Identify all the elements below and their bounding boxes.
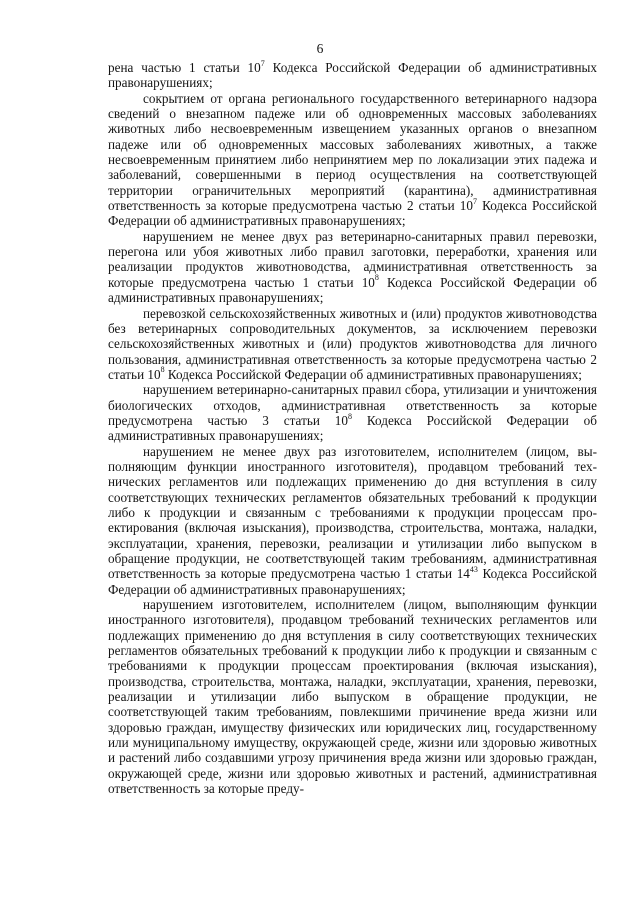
paragraph-text: перевозкой сельскохозяйственных животных и (или) продуктов животноводства без ветеринарных сопроводительных документов, за исключением перевозки сельскохозяйственных животных и (или) продуктов животноводства для личного пользования, административная ответственность за которые предусмотрена частью 2 статьи 10 bbox=[108, 305, 597, 382]
paragraph-text: нарушением не менее двух раз ветеринарно-санитарных правил перевозки, перегона или убоя животных либо правил заготовки, переработки, хранения или реализации продуктов животноводства, административная ответственность за которые предусмотрена частью 1 статьи 10 bbox=[108, 228, 597, 290]
paragraph-text: рена частью 1 статьи 10 bbox=[108, 60, 261, 75]
superscript-index: 8 bbox=[347, 411, 352, 421]
paragraph bbox=[108, 229, 597, 306]
paragraph bbox=[108, 444, 597, 597]
paragraph-text: Кодекса Российской Федерации об административных правонарушениях; bbox=[108, 60, 597, 91]
paragraph-text: Кодекса Российской Федерации об административных правонарушениях; bbox=[108, 274, 597, 306]
superscript-index: 43 bbox=[469, 564, 478, 574]
paragraph-text: Кодекса Российской Федерации об административных правонарушениях; bbox=[108, 198, 597, 229]
superscript-index: 7 bbox=[260, 58, 265, 68]
paragraph-text: Кодекса Российской Федерации об административных правонарушениях; bbox=[108, 412, 597, 444]
paragraph-text: сокрытием от органа регионального государственного ветеринарного надзора сведений о внезапном падеже или об одновременных массовых заболеваниях животных либо несвоевременным извещением указанных органов о внезапном падеже или об одновременных массовых заболеваниях животных, а также несвоевременным принятием либо непринятием мер по локализации этих падежа и заболеваний, совершенными в период осуществления на соответствующей территории ограничительных мероприятий (карантина), административная ответственность за которые предусмотрена частью 2 статьи 10 bbox=[108, 90, 597, 214]
paragraph bbox=[108, 597, 597, 796]
page-number: 6 bbox=[316, 41, 324, 56]
superscript-index: 8 bbox=[160, 365, 165, 375]
paragraph bbox=[108, 60, 597, 91]
paragraph-text: Кодекса Российской Федерации об административных правонарушениях; bbox=[164, 366, 582, 382]
paragraph bbox=[108, 382, 597, 443]
paragraph-text: нарушением изготовителем, исполнителем (лицом, выполняющим функции иностранного изготовителя), продавцом требований технических регламентов или подлежащих применению до дня вступления в силу соответствующих технических регламентов обязательных требований к продукции либо к продукции и связанным с требованиями к продукции процессам проектирования (включая изыскания), производства, строительства, монтажа, наладки, эксплуатации, хранения, перевозки, реализации и утилизации либо выпуском в обращение продукции, не соответствующей таким требованиям, повлекшими причинение вреда жизни или здоровью граждан, имуществу физических или юридических лиц, государственному или муниципальному имуществу, окружающей среде, жизни или здоровью животных и растений либо создавшими угрозу причинения вреда жизни или здоровью граждан, окружающей среде, жизни или здоровью животных и растений, административная ответственность за которые преду- bbox=[108, 597, 597, 797]
superscript-index: 8 bbox=[374, 273, 379, 283]
paragraph bbox=[108, 306, 597, 383]
paragraph-text: Кодекса Российской Федерации об административных правонарушениях; bbox=[108, 566, 597, 597]
paragraph bbox=[108, 91, 597, 229]
paragraph-text: нарушением не менее двух раз изготовителем, исполнителем (лицом, выполняющим функции иностранного изготовителя), продавцом требований технических регламентов или подлежащих применению до дня вступления в силу соответствующих технических регламентов обязательных требований к продукции либо к продукции и связанным с требованиями к продукции процессам проектирования (включая изыскания), производства, строительства, монтажа, наладки, эксплуатации, хранения, перевозки, реализации и утилизации либо выпуском в обращение продукции, не соответствующей таким требованиям, административная ответственность за которые предусмотрена частью 1 статьи 14 bbox=[108, 443, 597, 582]
document-body bbox=[108, 60, 597, 797]
superscript-index: 7 bbox=[473, 196, 477, 206]
paragraph-text: нарушением ветеринарно-санитарных правил сбора, утилизации и уничтожения биологических отходов, административная ответственность за которые предусмотрена частью 3 статьи 10 bbox=[108, 382, 597, 428]
